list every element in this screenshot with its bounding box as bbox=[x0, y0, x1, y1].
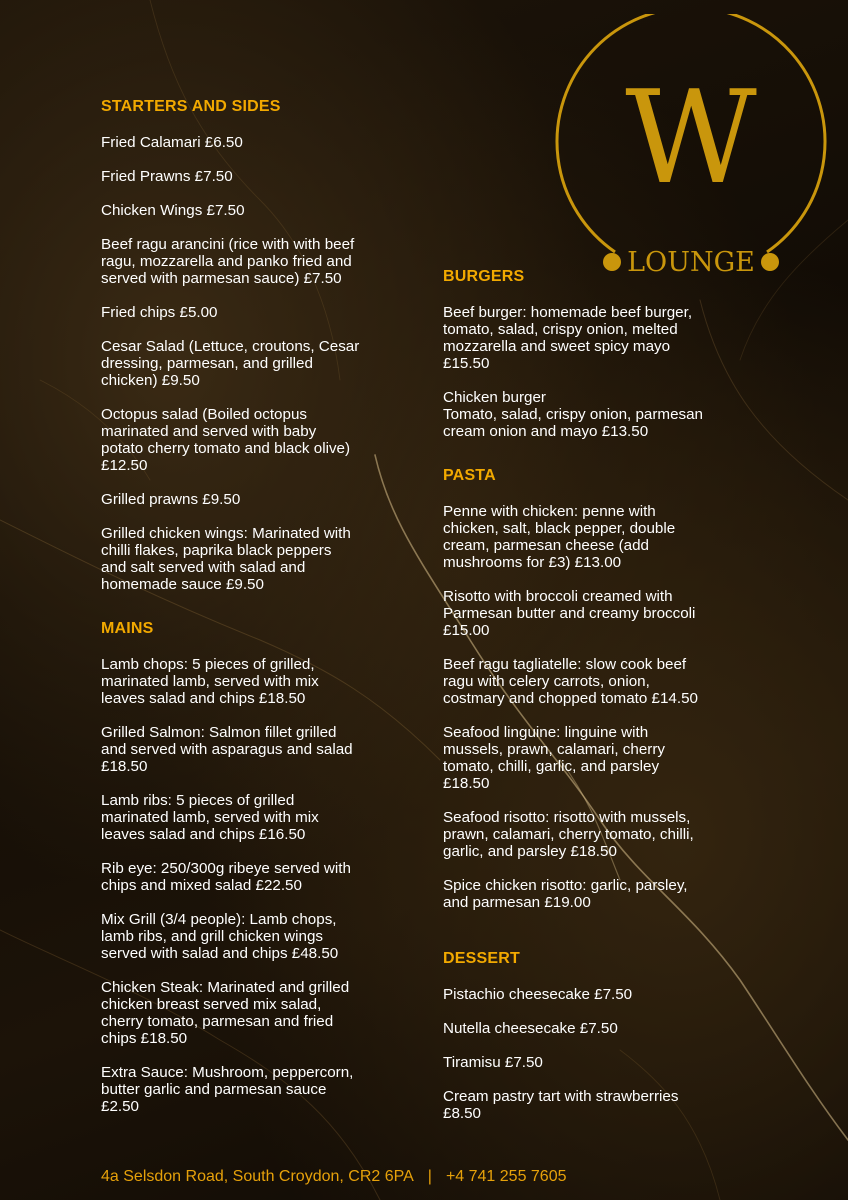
menu-item: Cesar Salad (Lettuce, croutons, Cesar dressing, parmesan, and grilled chicken) £9.50 bbox=[101, 338, 360, 389]
section-title: PASTA bbox=[443, 467, 496, 484]
menu-item: Fried chips £5.00 bbox=[101, 304, 218, 321]
section-starters bbox=[101, 97, 401, 593]
menu-right-column bbox=[443, 267, 743, 1148]
menu-item: Spice chicken risotto: garlic, parsley, and parmesan £19.00 bbox=[443, 877, 688, 911]
menu-item: Grilled chicken wings: Marinated with chilli flakes, paprika black peppers and salt served with salad and homemade sauce £9.50 bbox=[101, 525, 351, 593]
menu-item: Fried Prawns £7.50 bbox=[101, 168, 233, 185]
section-title: BURGERS bbox=[443, 268, 525, 285]
menu-item: Seafood linguine: linguine with mussels, prawn, calamari, cherry tomato, chilli, garlic, and parsley £18.50 bbox=[443, 724, 665, 792]
menu-item: Penne with chicken: penne with chicken, salt, black pepper, double cream, parmesan cheese (add mushrooms for £3) £13.00 bbox=[443, 503, 676, 571]
menu-item: Beef ragu tagliatelle: slow cook beef ragu with celery carrots, onion, costmary and chopped tomato £14.50 bbox=[443, 656, 698, 707]
menu-item: Pistachio cheesecake £7.50 bbox=[443, 986, 633, 1003]
menu-item: Extra Sauce: Mushroom, peppercorn, butter garlic and parmesan sauce £2.50 bbox=[101, 1064, 354, 1115]
menu-item: Beef ragu arancini (rice with with beef ragu, mozzarella and panko fried and served with parmesan sauce) £7.50 bbox=[101, 236, 355, 287]
menu-item: Chicken burger Tomato, salad, crispy onion, parmesan cream onion and mayo £13.50 bbox=[443, 389, 704, 440]
menu-item: Mix Grill (3/4 people): Lamb chops, lamb ribs, and grill chicken wings served with salad and chips £48.50 bbox=[101, 911, 339, 962]
section-dessert bbox=[443, 949, 743, 1122]
footer-address: 4a Selsdon Road, South Croydon, CR2 6PA bbox=[101, 1168, 414, 1185]
menu-item: Tiramisu £7.50 bbox=[443, 1054, 543, 1071]
w-lounge-logo bbox=[552, 14, 830, 284]
menu-item: Chicken Steak: Marinated and grilled chicken breast served mix salad, cherry tomato, parmesan and fried chips £18.50 bbox=[101, 979, 350, 1047]
section-title: DESSERT bbox=[443, 950, 520, 967]
menu-item: Lamb ribs: 5 pieces of grilled marinated lamb, served with mix leaves salad and chips £16.50 bbox=[101, 792, 319, 843]
menu-item: Cream pastry tart with strawberries £8.50 bbox=[443, 1088, 679, 1122]
footer-contact bbox=[101, 1167, 567, 1187]
menu-item: Beef burger: homemade beef burger, tomato, salad, crispy onion, melted mozzarella and sweet spicy mayo £15.50 bbox=[443, 304, 693, 372]
menu-item: Rib eye: 250/300g ribeye served with chips and mixed salad £22.50 bbox=[101, 860, 351, 894]
menu-item: Nutella cheesecake £7.50 bbox=[443, 1020, 618, 1037]
footer-phone: +4 741 255 7605 bbox=[445, 1168, 567, 1185]
section-title: MAINS bbox=[101, 620, 154, 637]
logo-dot-right bbox=[761, 253, 779, 271]
menu-left-column bbox=[101, 97, 401, 1141]
menu-item: Seafood risotto: risotto with mussels, prawn, calamari, cherry tomato, chilli, garlic, and parsley £18.50 bbox=[443, 809, 694, 860]
menu-item: Chicken Wings £7.50 bbox=[101, 202, 245, 219]
logo-wordmark: LOUNGE bbox=[627, 247, 755, 278]
menu-item: Grilled Salmon: Salmon fillet grilled and served with asparagus and salad £18.50 bbox=[101, 724, 353, 775]
menu-item: Risotto with broccoli creamed with Parmesan butter and creamy broccoli £15.00 bbox=[443, 588, 696, 639]
menu-item: Fried Calamari £6.50 bbox=[101, 134, 243, 151]
section-title: STARTERS AND SIDES bbox=[101, 98, 281, 115]
menu-item: Octopus salad (Boiled octopus marinated and served with baby potato cherry tomato and black olive) £12.50 bbox=[101, 406, 351, 474]
menu-item: Grilled prawns £9.50 bbox=[101, 491, 241, 508]
logo-letter: W bbox=[625, 64, 757, 213]
section-mains bbox=[101, 619, 401, 1115]
section-pasta bbox=[443, 466, 743, 911]
section-burgers bbox=[443, 267, 743, 440]
footer-separator: | bbox=[427, 1168, 432, 1185]
menu-item: Lamb chops: 5 pieces of grilled, marinated lamb, served with mix leaves salad and chips £18.50 bbox=[101, 656, 319, 707]
